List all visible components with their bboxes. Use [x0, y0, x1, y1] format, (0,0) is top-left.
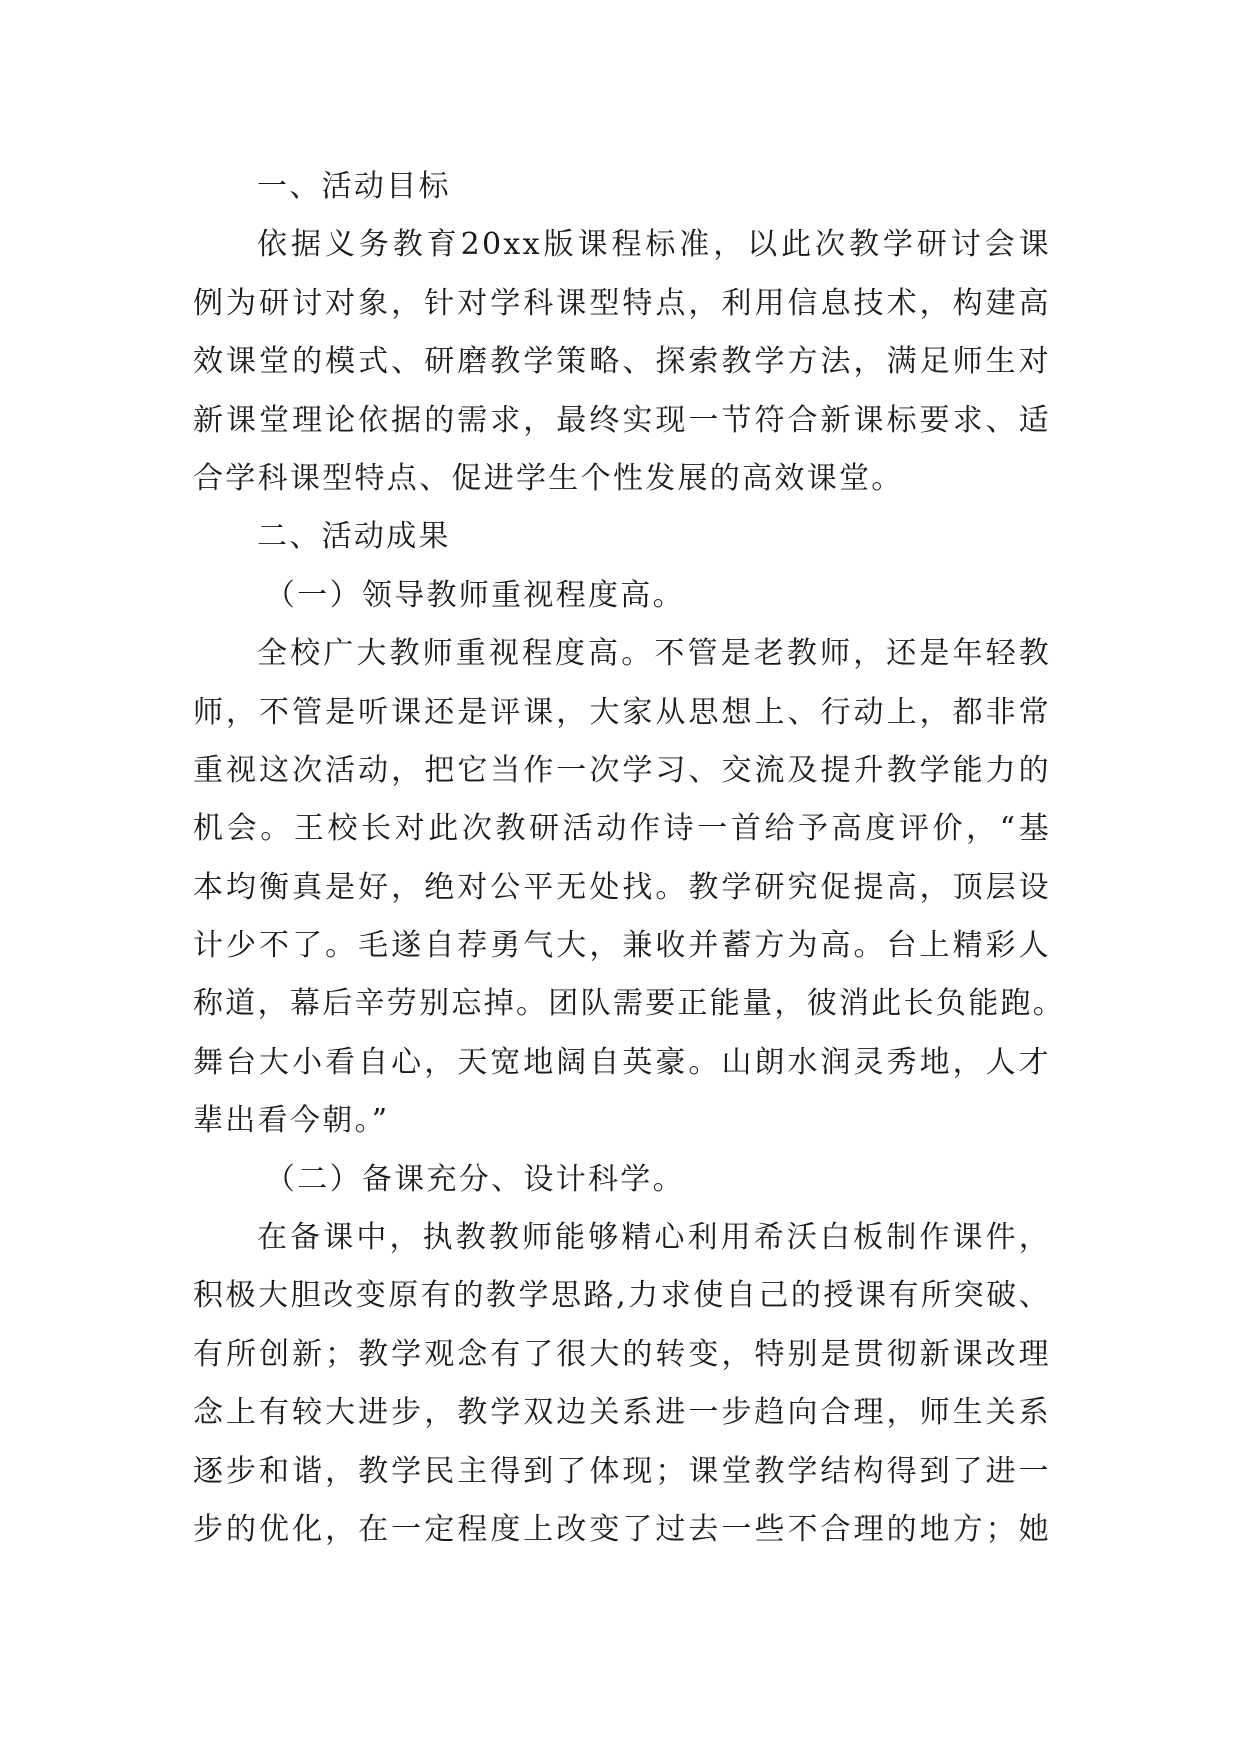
- document-page: [193, 158, 1066, 1559]
- section-heading: 二、活动成果: [257, 519, 451, 555]
- section-heading: 一、活动目标: [257, 169, 451, 204]
- paragraph-preparation: [193, 1209, 1051, 1559]
- subsection-heading: （一）领导教师重视程度高。: [265, 577, 685, 613]
- paragraph-line: 师，不管是听课还是评课，大家从思想上、行动上，都非常: [193, 694, 1051, 730]
- paragraph-line: 称道，幕后辛劳别忘掉。团队需要正能量，彼消此长负能跑。: [193, 986, 1066, 1022]
- paragraph-line: 步的优化，在一定程度上改变了过去一些不合理的地方；她: [193, 1511, 1051, 1547]
- paragraph-line: 本均衡真是好，绝对公平无处找。教学研究促提高，顶层设: [193, 869, 1051, 905]
- paragraph-leadership: [193, 625, 1066, 1151]
- paragraph-line: 计少不了。毛遂自荐勇气大，兼收并蓄方为高。台上精彩人: [193, 928, 1051, 964]
- paragraph-line: 重视这次活动，把它当作一次学习、交流及提升教学能力的: [193, 752, 1051, 788]
- paragraph-line: 辈出看今朝。”: [193, 1103, 390, 1139]
- paragraph-line: 机会。王校长对此次教研活动作诗一首给予高度评价，“基: [193, 811, 1051, 847]
- paragraph-line: 新课堂理论依据的需求，最终实现一节符合新课标要求、适: [193, 402, 1051, 438]
- paragraph-line: 在备课中，执教教师能够精心利用希沃白板制作课件，: [257, 1220, 1051, 1256]
- paragraph-line: 依据义务教育20xx版课程标准，以此次教学研讨会课: [257, 227, 1051, 263]
- paragraph-line: 念上有较大进步，教学双边关系进一步趋向合理，师生关系: [193, 1395, 1051, 1431]
- paragraph-goals: [193, 216, 1051, 508]
- paragraph-line: 积极大胆改变原有的教学思路,力求使自己的授课有所突破、: [193, 1278, 1051, 1314]
- subsection-heading: （二）备课充分、设计科学。: [265, 1161, 685, 1197]
- paragraph-line: 逐步和谐，教学民主得到了体现；课堂教学结构得到了进一: [193, 1453, 1051, 1489]
- paragraph-line: 全校广大教师重视程度高。不管是老教师，还是年轻教: [257, 636, 1051, 672]
- paragraph-line: 有所创新；教学观念有了很大的转变，特别是贯彻新课改理: [193, 1336, 1051, 1372]
- paragraph-line: 合学科课型特点、促进学生个性发展的高效课堂。: [193, 460, 904, 496]
- paragraph-line: 效课堂的模式、研磨教学策略、探索教学方法，满足师生对: [193, 344, 1051, 380]
- paragraph-line: 舞台大小看自心，天宽地阔自英豪。山朗水润灵秀地，人才: [193, 1044, 1051, 1080]
- paragraph-line: 例为研讨对象，针对学科课型特点，利用信息技术，构建高: [193, 285, 1051, 321]
